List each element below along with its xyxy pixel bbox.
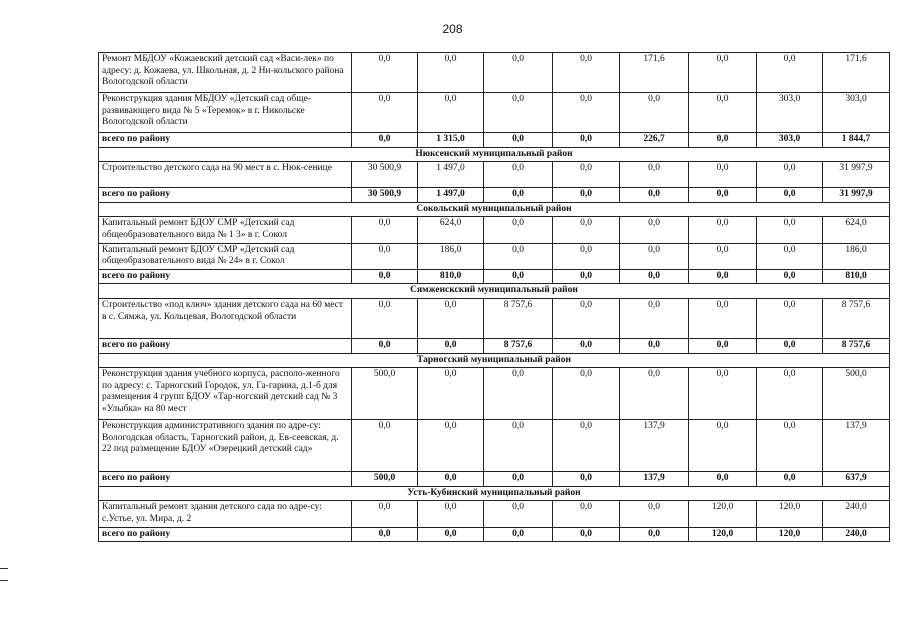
total-value-cell: 0,0 xyxy=(352,133,418,148)
project-name: Реконструкция здания учебного корпуса, располо-женного по адресу: с. Тарногский Городок, ул. Га-гарина, д.1-б для размещения 4 групп БДОУ «Тар-ногский детский сад № 3 «Улыбка» на 80 мест xyxy=(99,368,352,420)
value-cell: 0,0 xyxy=(553,420,620,472)
total-value-cell: 0,0 xyxy=(484,269,553,284)
total-value-cell: 0,0 xyxy=(418,338,484,353)
table-row xyxy=(99,420,890,472)
district-total-row xyxy=(99,472,890,487)
value-cell: 0,0 xyxy=(484,217,553,243)
margin-mark xyxy=(0,580,8,581)
value-cell: 186,0 xyxy=(418,243,484,269)
total-value-cell: 637,9 xyxy=(823,472,890,487)
value-cell: 0,0 xyxy=(689,93,757,133)
project-name: Капитальный ремонт БДОУ СМР «Детский сад общеобразовательного вида № 24» в г. Сокол xyxy=(99,243,352,269)
table-row xyxy=(99,217,890,243)
value-cell: 0,0 xyxy=(418,501,484,527)
total-value-cell: 1 315,0 xyxy=(418,133,484,148)
total-value-cell: 810,0 xyxy=(418,269,484,284)
total-value-cell: 0,0 xyxy=(620,527,689,542)
total-value-cell: 0,0 xyxy=(418,527,484,542)
value-cell: 0,0 xyxy=(553,53,620,93)
total-value-cell: 0,0 xyxy=(553,472,620,487)
total-value-cell: 226,7 xyxy=(620,133,689,148)
total-value-cell: 1 844,7 xyxy=(823,133,890,148)
value-cell: 0,0 xyxy=(418,93,484,133)
district-total-row xyxy=(99,188,890,203)
district-header-row xyxy=(99,486,890,501)
district-name: Нюксенский муниципальный район xyxy=(99,147,890,162)
value-cell: 1 497,0 xyxy=(418,162,484,188)
total-label: всего по району xyxy=(99,188,352,203)
value-cell: 0,0 xyxy=(418,420,484,472)
value-cell: 120,0 xyxy=(689,501,757,527)
total-value-cell: 120,0 xyxy=(757,527,823,542)
total-value-cell: 0,0 xyxy=(757,472,823,487)
value-cell: 0,0 xyxy=(757,420,823,472)
value-cell: 0,0 xyxy=(352,298,418,338)
value-cell: 0,0 xyxy=(689,162,757,188)
table-row xyxy=(99,93,890,133)
district-name: Сямженскский муниципальный район xyxy=(99,284,890,299)
value-cell: 0,0 xyxy=(418,368,484,420)
district-total-row xyxy=(99,527,890,542)
total-label: всего по району xyxy=(99,472,352,487)
value-cell: 0,0 xyxy=(553,368,620,420)
value-cell: 0,0 xyxy=(352,93,418,133)
value-cell: 0,0 xyxy=(484,93,553,133)
value-cell: 8 757,6 xyxy=(823,298,890,338)
value-cell: 120,0 xyxy=(757,501,823,527)
project-name: Ремонт МБДОУ «Кожаевский детский сад «Васи-лек» по адресу: д. Кожаева, ул. Школьная, д. 2 Ни-кольского района Вологодской области xyxy=(99,53,352,93)
project-name: Реконструкция здания МБДОУ «Детский сад обще-развивающего вида № 5 «Теремок» в г. Никольске Вологодской области xyxy=(99,93,352,133)
value-cell: 0,0 xyxy=(484,243,553,269)
value-cell: 0,0 xyxy=(553,501,620,527)
total-value-cell: 120,0 xyxy=(689,527,757,542)
value-cell: 0,0 xyxy=(689,420,757,472)
value-cell: 500,0 xyxy=(352,368,418,420)
total-value-cell: 8 757,6 xyxy=(484,338,553,353)
table-row xyxy=(99,368,890,420)
total-value-cell: 0,0 xyxy=(620,338,689,353)
project-name: Реконструкция административного здания по адре-су: Вологодская область, Тарногский район, д. Ев-сеевская, д. 22 под размещение БДОУ «Озерецкий детский сад» xyxy=(99,420,352,472)
value-cell: 0,0 xyxy=(689,243,757,269)
total-value-cell: 0,0 xyxy=(620,188,689,203)
value-cell: 0,0 xyxy=(689,298,757,338)
value-cell: 0,0 xyxy=(553,162,620,188)
district-name: Усть-Кубинский муниципальный район xyxy=(99,486,890,501)
value-cell: 0,0 xyxy=(484,53,553,93)
total-value-cell: 500,0 xyxy=(352,472,418,487)
value-cell: 137,9 xyxy=(823,420,890,472)
value-cell: 0,0 xyxy=(352,217,418,243)
value-cell: 0,0 xyxy=(620,162,689,188)
value-cell: 0,0 xyxy=(757,368,823,420)
total-value-cell: 8 757,6 xyxy=(823,338,890,353)
total-value-cell: 0,0 xyxy=(553,133,620,148)
total-value-cell: 0,0 xyxy=(352,269,418,284)
district-total-row xyxy=(99,269,890,284)
value-cell: 0,0 xyxy=(484,162,553,188)
district-header-row xyxy=(99,147,890,162)
district-total-row xyxy=(99,133,890,148)
total-value-cell: 1 497,0 xyxy=(418,188,484,203)
total-value-cell: 0,0 xyxy=(553,188,620,203)
value-cell: 0,0 xyxy=(484,501,553,527)
value-cell: 0,0 xyxy=(620,243,689,269)
value-cell: 0,0 xyxy=(620,93,689,133)
value-cell: 0,0 xyxy=(352,243,418,269)
total-value-cell: 30 500,9 xyxy=(352,188,418,203)
total-value-cell: 0,0 xyxy=(689,133,757,148)
value-cell: 186,0 xyxy=(823,243,890,269)
total-value-cell: 0,0 xyxy=(484,527,553,542)
total-value-cell: 0,0 xyxy=(689,188,757,203)
table-row xyxy=(99,298,890,338)
total-value-cell: 0,0 xyxy=(484,188,553,203)
total-value-cell: 0,0 xyxy=(757,188,823,203)
value-cell: 0,0 xyxy=(757,53,823,93)
district-total-row xyxy=(99,338,890,353)
value-cell: 0,0 xyxy=(553,243,620,269)
district-header-row xyxy=(99,284,890,299)
table-row xyxy=(99,53,890,93)
value-cell: 0,0 xyxy=(689,53,757,93)
value-cell: 0,0 xyxy=(620,368,689,420)
total-value-cell: 0,0 xyxy=(757,269,823,284)
project-name: Капитальный ремонт здания детского сада по адре-су: с.Устье, ул. Мира, д. 2 xyxy=(99,501,352,527)
value-cell: 0,0 xyxy=(418,53,484,93)
table-row xyxy=(99,243,890,269)
project-name: Строительство детского сада на 90 мест в с. Нюк-сенице xyxy=(99,162,352,188)
value-cell: 0,0 xyxy=(620,501,689,527)
total-label: всего по району xyxy=(99,527,352,542)
total-value-cell: 0,0 xyxy=(418,472,484,487)
value-cell: 500,0 xyxy=(823,368,890,420)
total-label: всего по району xyxy=(99,133,352,148)
value-cell: 0,0 xyxy=(620,217,689,243)
value-cell: 0,0 xyxy=(484,368,553,420)
value-cell: 171,6 xyxy=(620,53,689,93)
total-value-cell: 0,0 xyxy=(620,269,689,284)
value-cell: 303,0 xyxy=(823,93,890,133)
project-name: Капитальный ремонт БДОУ СМР «Детский сад общеобразовательного вида № 1 3» в г. Сокол xyxy=(99,217,352,243)
total-value-cell: 240,0 xyxy=(823,527,890,542)
total-label: всего по району xyxy=(99,269,352,284)
total-value-cell: 0,0 xyxy=(352,527,418,542)
total-value-cell: 0,0 xyxy=(553,269,620,284)
district-name: Сокольский муниципальный район xyxy=(99,202,890,217)
value-cell: 0,0 xyxy=(689,368,757,420)
value-cell: 0,0 xyxy=(689,217,757,243)
district-header-row xyxy=(99,353,890,368)
value-cell: 30 500,9 xyxy=(352,162,418,188)
budget-table xyxy=(98,52,890,542)
value-cell: 0,0 xyxy=(553,217,620,243)
total-value-cell: 137,9 xyxy=(620,472,689,487)
total-value-cell: 810,0 xyxy=(823,269,890,284)
page-number: 208 xyxy=(442,22,463,36)
value-cell: 624,0 xyxy=(418,217,484,243)
value-cell: 0,0 xyxy=(757,243,823,269)
total-value-cell: 0,0 xyxy=(757,338,823,353)
total-value-cell: 0,0 xyxy=(484,133,553,148)
value-cell: 0,0 xyxy=(757,217,823,243)
value-cell: 0,0 xyxy=(553,298,620,338)
total-value-cell: 0,0 xyxy=(553,527,620,542)
total-value-cell: 0,0 xyxy=(352,338,418,353)
total-value-cell: 0,0 xyxy=(484,472,553,487)
district-name: Тарногский муниципальный район xyxy=(99,353,890,368)
total-value-cell: 0,0 xyxy=(689,269,757,284)
value-cell: 0,0 xyxy=(757,162,823,188)
total-value-cell: 0,0 xyxy=(553,338,620,353)
value-cell: 0,0 xyxy=(757,298,823,338)
total-value-cell: 303,0 xyxy=(757,133,823,148)
total-label: всего по району xyxy=(99,338,352,353)
project-name: Строительство «под ключ» здания детского сада на 60 мест в с. Сямжа, ул. Кольцевая, Вологодской области xyxy=(99,298,352,338)
district-header-row xyxy=(99,202,890,217)
value-cell: 0,0 xyxy=(620,298,689,338)
value-cell: 171,6 xyxy=(823,53,890,93)
total-value-cell: 0,0 xyxy=(689,472,757,487)
total-value-cell: 0,0 xyxy=(689,338,757,353)
value-cell: 0,0 xyxy=(553,93,620,133)
value-cell: 0,0 xyxy=(352,53,418,93)
table-row xyxy=(99,501,890,527)
value-cell: 0,0 xyxy=(352,420,418,472)
value-cell: 8 757,6 xyxy=(484,298,553,338)
value-cell: 31 997,9 xyxy=(823,162,890,188)
value-cell: 624,0 xyxy=(823,217,890,243)
value-cell: 0,0 xyxy=(418,298,484,338)
table-row xyxy=(99,162,890,188)
total-value-cell: 31 997,9 xyxy=(823,188,890,203)
margin-mark xyxy=(0,568,8,569)
value-cell: 303,0 xyxy=(757,93,823,133)
value-cell: 0,0 xyxy=(484,420,553,472)
value-cell: 0,0 xyxy=(352,501,418,527)
value-cell: 137,9 xyxy=(620,420,689,472)
value-cell: 240,0 xyxy=(823,501,890,527)
